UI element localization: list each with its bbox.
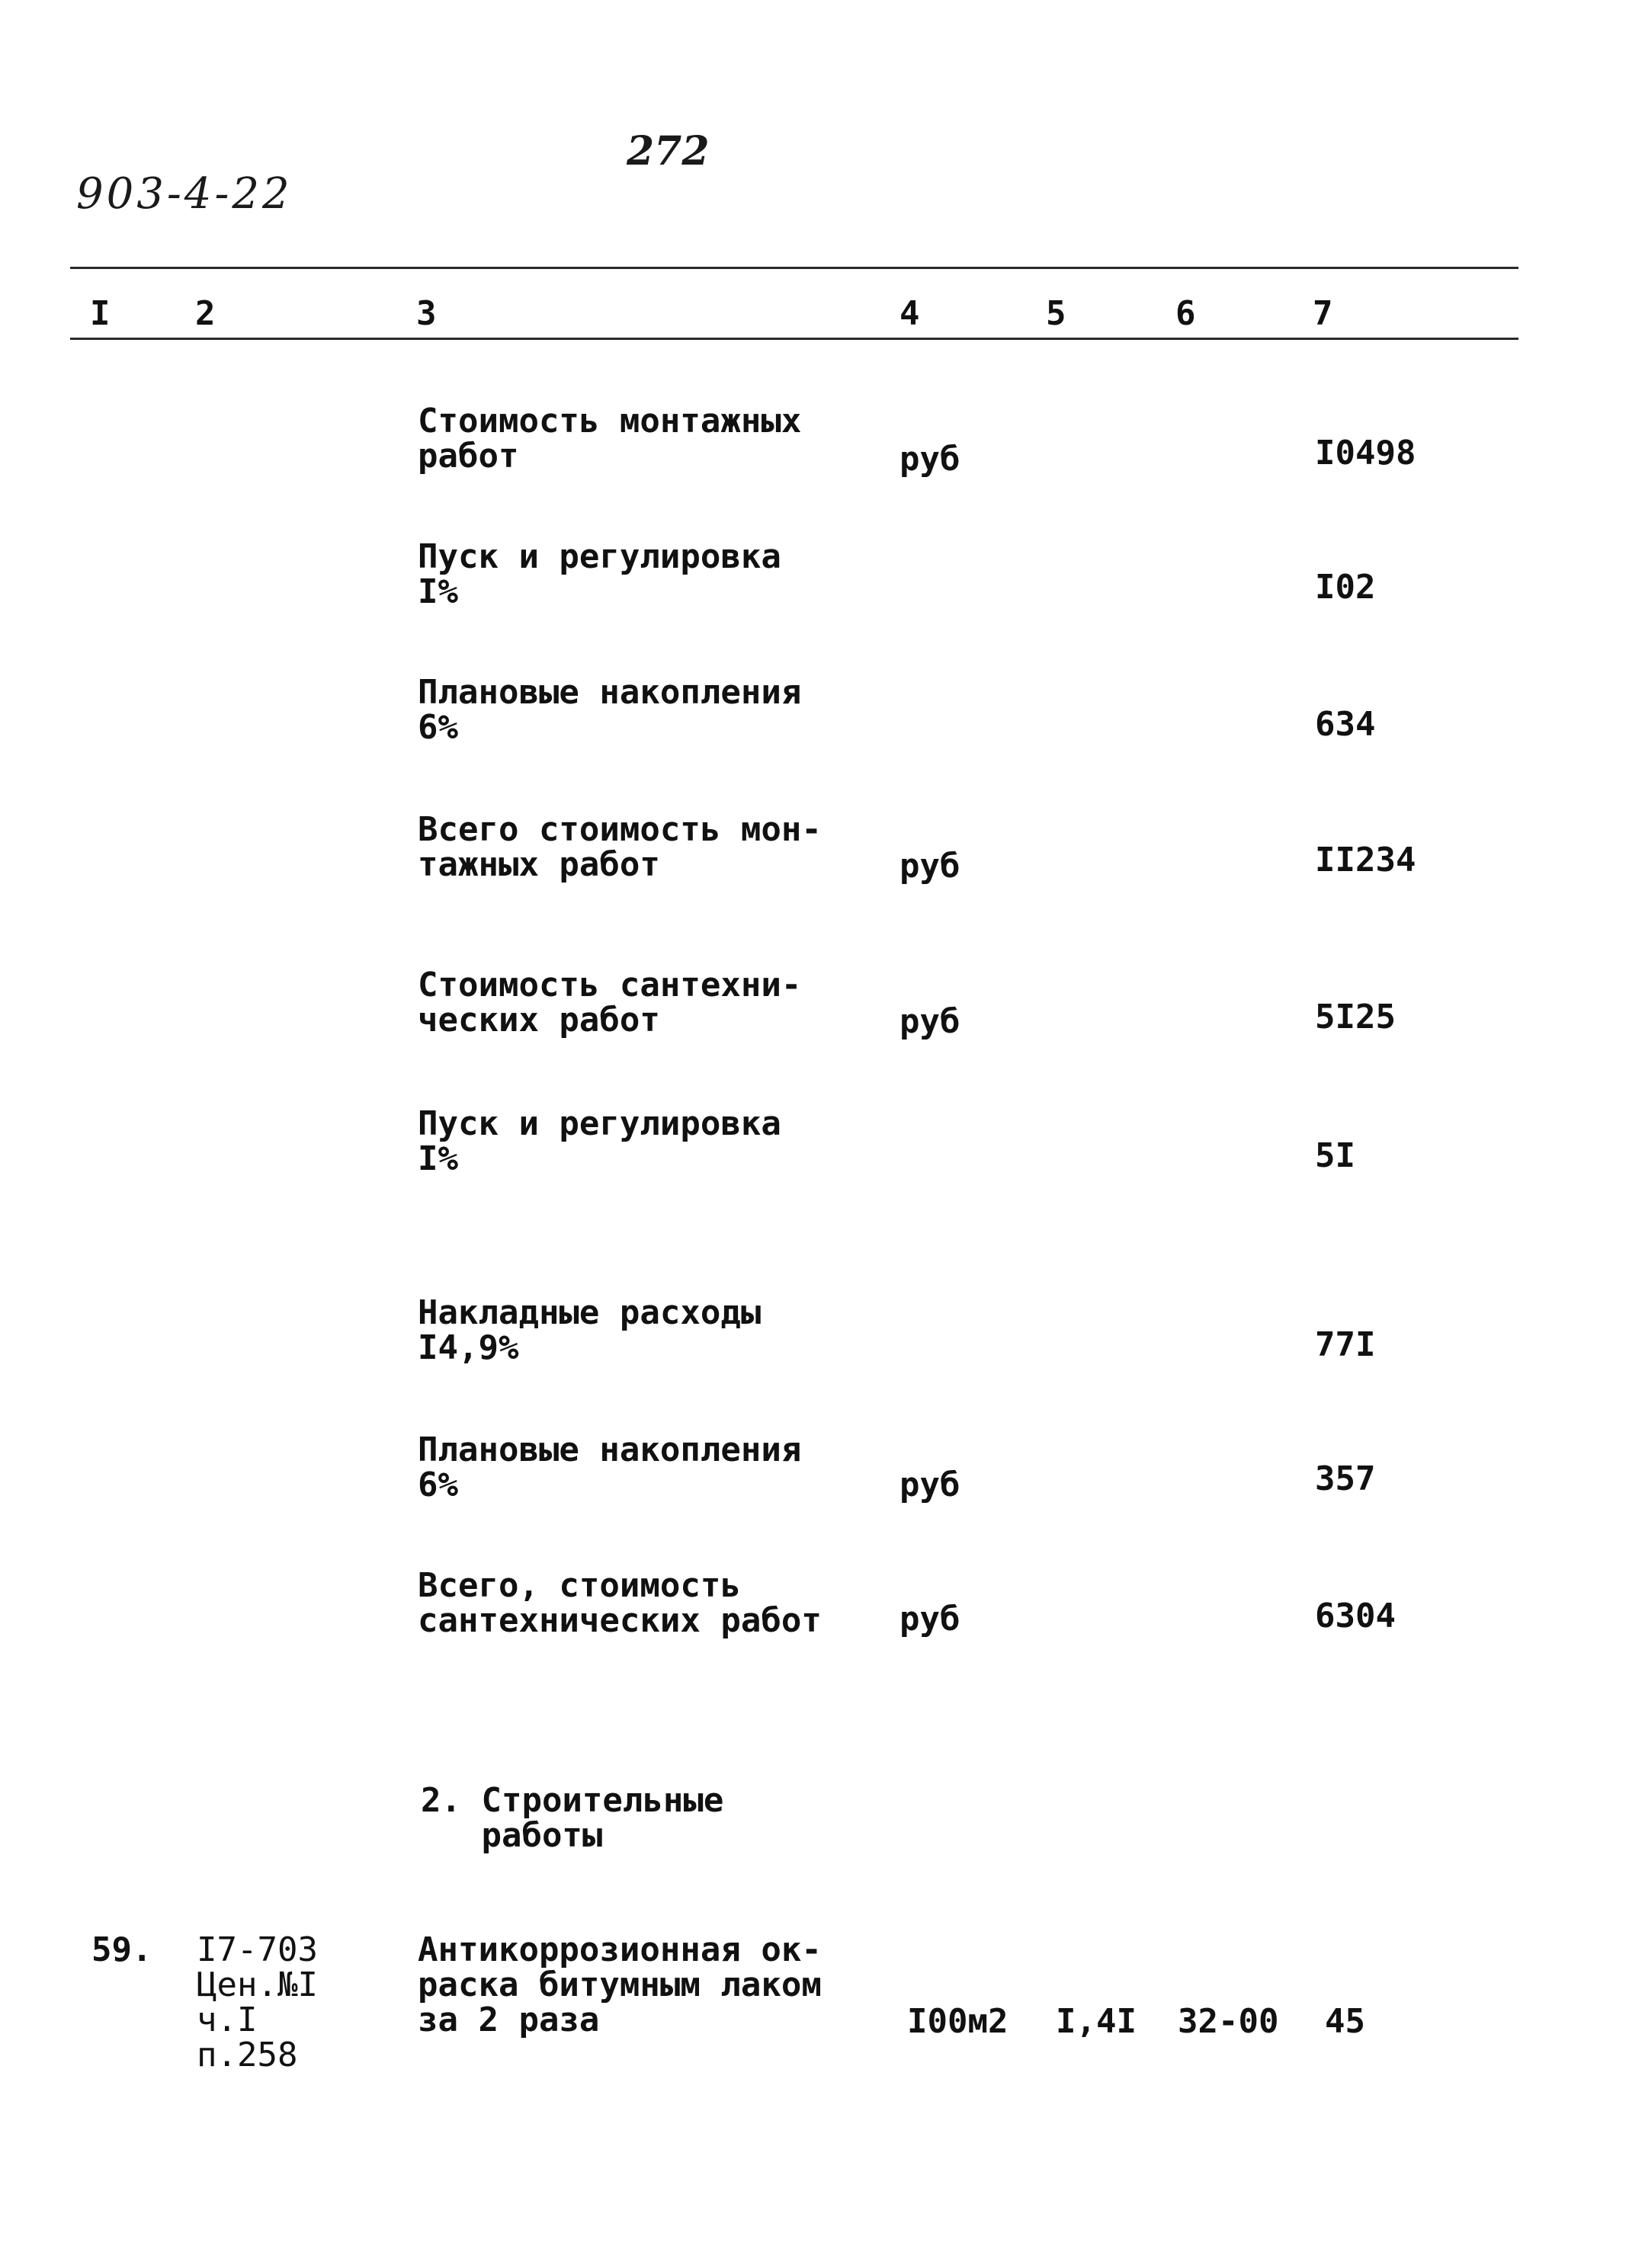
row-value: 5I25 (1315, 998, 1396, 1036)
row-description: Стоимость сантехни- ческих работ (418, 966, 802, 1040)
row-unit: руб (899, 1600, 960, 1639)
row-description: Пуск и регулировка I% (418, 537, 781, 611)
row-description: Всего стоимость мон- тажных работ (418, 810, 822, 884)
item-description: Антикоррозионная ок- раска битумным лаком за 2 раза (418, 1930, 822, 2039)
table-top-rule (70, 267, 1518, 269)
item-price: 32-00 (1178, 2002, 1279, 2041)
item-number: 59. (91, 1930, 152, 1969)
row-value: 357 (1315, 1459, 1376, 1498)
row-unit: руб (899, 1002, 960, 1041)
row-value: I02 (1315, 568, 1376, 607)
column-heading-4: 4 (899, 294, 920, 333)
row-description: Всего, стоимость сантехнических работ (418, 1566, 822, 1640)
column-heading-3: 3 (416, 294, 437, 333)
row-description: Плановые накопления 6% (418, 673, 802, 747)
row-value: 634 (1315, 705, 1376, 744)
row-description: Плановые накопления 6% (418, 1430, 802, 1504)
item-unit: I00м2 (907, 2002, 1009, 2041)
row-value: 6304 (1315, 1597, 1396, 1635)
row-value: 77I (1315, 1325, 1376, 1364)
section-title: 2. Строительные работы (421, 1781, 724, 1855)
row-unit: руб (899, 1466, 960, 1504)
document-code: 903-4-22 (76, 169, 293, 219)
row-value: I0498 (1315, 434, 1416, 472)
item-code: I7-703 Цен.№I ч.I п.258 (197, 1930, 318, 2074)
column-heading-1: I (90, 294, 111, 333)
row-value: II234 (1315, 841, 1416, 879)
table-header-rule (70, 338, 1518, 340)
row-description: Накладные расходы I4,9% (418, 1293, 762, 1367)
item-total: 45 (1325, 2002, 1365, 2041)
row-description: Пуск и регулировка I% (418, 1104, 781, 1178)
item-quantity: I,4I (1056, 2002, 1137, 2041)
column-heading-5: 5 (1046, 294, 1066, 333)
row-description: Стоимость монтажных работ (418, 402, 802, 476)
column-heading-7: 7 (1313, 294, 1333, 333)
column-heading-6: 6 (1175, 294, 1196, 333)
row-value: 5I (1315, 1136, 1355, 1175)
row-unit: руб (899, 847, 960, 886)
page-number: 272 (627, 128, 710, 175)
column-heading-2: 2 (195, 294, 216, 333)
row-unit: руб (899, 440, 960, 479)
